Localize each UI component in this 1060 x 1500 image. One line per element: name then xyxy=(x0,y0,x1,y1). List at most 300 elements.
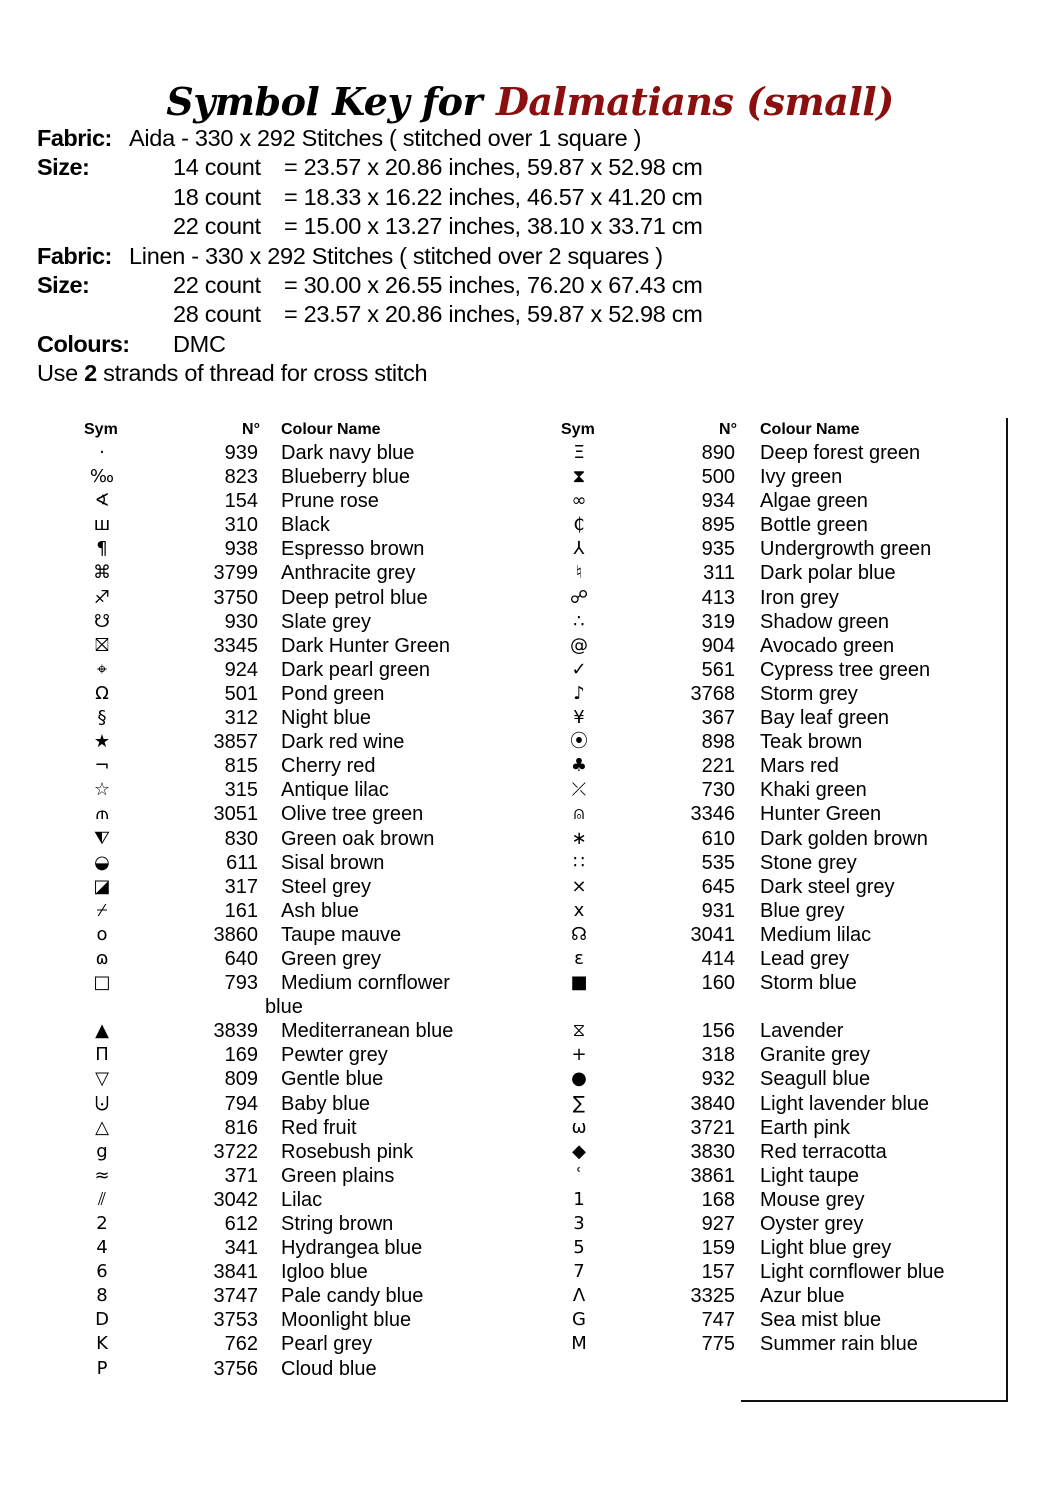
key-row xyxy=(547,851,977,875)
key-row xyxy=(70,513,490,537)
colour-name xyxy=(760,899,980,923)
dmc-number: 3857 xyxy=(213,731,258,754)
colour-name-text: Steel grey xyxy=(281,875,372,898)
aida-fabric-row xyxy=(37,124,642,153)
size-count: 14 count xyxy=(173,154,261,181)
colour-name xyxy=(281,1332,471,1356)
letter-g-cap-icon: G xyxy=(572,1309,586,1331)
fabric-label: Fabric: xyxy=(37,125,112,151)
key-row xyxy=(547,1236,977,1260)
dmc-number: 221 xyxy=(701,755,735,778)
dmc-number: 315 xyxy=(224,779,258,802)
colours-value: DMC xyxy=(173,330,226,357)
colour-name-text: Red terracotta xyxy=(760,1140,887,1163)
colour-name-text: Avocado green xyxy=(760,634,895,657)
key-row xyxy=(70,1043,490,1067)
colour-name xyxy=(281,489,471,513)
key-row xyxy=(547,899,977,923)
dmc-number: 310 xyxy=(224,514,258,537)
colour-name-text: Sisal brown xyxy=(281,851,385,874)
strands-count: 2 xyxy=(84,360,97,387)
colour-name-text: Undergrowth green xyxy=(760,538,932,561)
letter-d-icon: D xyxy=(95,1309,109,1331)
key-row xyxy=(70,1116,490,1140)
symbol-key-left xyxy=(70,419,490,1381)
dmc-number: 3840 xyxy=(690,1092,735,1115)
key-row xyxy=(547,875,977,899)
key-row xyxy=(70,537,490,561)
colour-name-text: Dark Hunter Green xyxy=(281,634,450,657)
digit-4-icon: 4 xyxy=(96,1237,108,1259)
colour-name-text: Espresso brown xyxy=(281,538,425,561)
colour-name xyxy=(760,875,980,899)
colour-name-text: Dark golden brown xyxy=(760,827,928,850)
strands-pre: Use xyxy=(37,360,85,387)
key-row xyxy=(547,561,977,585)
colour-name xyxy=(281,1164,471,1188)
key-row xyxy=(70,1164,490,1188)
colour-name-continued: blue xyxy=(265,996,303,1019)
key-row xyxy=(547,682,977,706)
dmc-number: 640 xyxy=(224,947,258,970)
dmc-number: 413 xyxy=(701,586,735,609)
colour-name-text: Pewter grey xyxy=(281,1044,388,1067)
colour-name xyxy=(281,1188,471,1212)
colour-name xyxy=(760,778,980,802)
size-dimensions: = 18.33 x 16.22 inches, 46.57 x 41.20 cm xyxy=(284,183,703,210)
dmc-number: 3325 xyxy=(690,1285,735,1308)
dmc-number: 762 xyxy=(224,1333,258,1356)
colour-name xyxy=(281,875,471,899)
colour-name xyxy=(281,1116,471,1140)
black-diamond-icon: ◆ xyxy=(572,1140,586,1162)
header-colour-name: Colour Name xyxy=(760,421,860,438)
page-title xyxy=(0,78,1060,126)
colour-name xyxy=(281,1260,471,1284)
key-row xyxy=(70,1284,490,1308)
key-row xyxy=(70,778,490,802)
key-row xyxy=(547,706,977,730)
colour-name-text: Storm grey xyxy=(760,682,858,705)
key-row xyxy=(547,1260,977,1284)
dmc-number: 3051 xyxy=(213,803,258,826)
black-circle-icon: ● xyxy=(571,1068,587,1090)
dmc-number: 169 xyxy=(224,1044,258,1067)
up-triangle-icon: △ xyxy=(95,1116,109,1138)
key-row xyxy=(70,489,490,513)
dmc-number: 924 xyxy=(224,658,258,681)
colour-name-text: Mars red xyxy=(760,755,839,778)
key-row xyxy=(547,489,977,513)
digit-7-icon: 7 xyxy=(573,1261,585,1283)
pi-icon: Π xyxy=(95,1044,109,1066)
colour-name-text: Olive tree green xyxy=(281,803,424,826)
closed-omega-icon: ɷ xyxy=(95,947,109,969)
key-row xyxy=(547,1212,977,1236)
colour-name-text: Prune rose xyxy=(281,490,379,513)
size-dimensions: = 23.57 x 20.86 inches, 59.87 x 52.98 cm xyxy=(284,154,703,181)
colour-name xyxy=(281,730,471,754)
colour-name-text: Cypress tree green xyxy=(760,658,931,681)
eighth-note-icon: ♪ xyxy=(573,682,585,704)
spherical-angle-icon: ∢ xyxy=(94,490,110,512)
colour-name xyxy=(760,634,980,658)
dmc-number: 160 xyxy=(701,972,735,995)
colour-name xyxy=(760,1308,980,1332)
key-row xyxy=(70,465,490,489)
colour-name xyxy=(760,1188,980,1212)
colour-name xyxy=(281,513,471,537)
colour-name-text: Oyster grey xyxy=(760,1213,864,1235)
size-count: 22 count xyxy=(173,271,261,298)
colour-name xyxy=(760,1164,980,1188)
key-row xyxy=(70,1332,490,1356)
letter-k-icon: K xyxy=(96,1333,108,1355)
colour-name xyxy=(760,1116,980,1140)
colour-name-text: Antique lilac xyxy=(281,779,389,802)
dmc-number: 3768 xyxy=(690,682,735,705)
section-icon: § xyxy=(97,707,107,729)
dmc-number: 501 xyxy=(224,682,258,705)
colour-name-text: Algae green xyxy=(760,490,868,513)
colour-name-text: Summer rain blue xyxy=(760,1333,918,1356)
key-row xyxy=(70,1260,490,1284)
key-row xyxy=(70,1019,490,1043)
key-row xyxy=(547,754,977,778)
colour-name xyxy=(281,1212,471,1236)
colour-name xyxy=(760,1212,980,1236)
colour-name xyxy=(760,827,980,851)
white-square-icon: □ xyxy=(93,972,111,994)
colour-name xyxy=(281,441,471,465)
header-sym: Sym xyxy=(561,421,595,438)
key-row xyxy=(70,1212,490,1236)
colour-name xyxy=(281,1140,471,1164)
colour-name xyxy=(760,754,980,778)
header-colour-name: Colour Name xyxy=(281,421,381,438)
half-square-icon: ◪ xyxy=(93,875,111,897)
key-row xyxy=(70,1067,490,1091)
linen-size-row xyxy=(37,300,703,329)
hourglass-black-icon: ⧗ xyxy=(572,466,586,488)
colour-name xyxy=(760,730,980,754)
black-triangle-icon: ▲ xyxy=(95,1020,109,1042)
key-row xyxy=(70,1188,490,1212)
colour-name xyxy=(760,441,980,465)
key-header xyxy=(547,419,977,441)
dmc-number: 932 xyxy=(701,1068,735,1091)
key-row xyxy=(547,971,977,995)
colour-name-text: Granite grey xyxy=(760,1044,871,1067)
digit-6-icon: 6 xyxy=(96,1261,108,1283)
dmc-number: 3041 xyxy=(690,923,735,946)
dmc-number: 367 xyxy=(701,707,735,730)
key-row xyxy=(70,634,490,658)
colour-name xyxy=(760,1140,980,1164)
colour-name-text: Bay leaf green xyxy=(760,707,889,730)
dmc-number: 3722 xyxy=(213,1140,258,1163)
colours-label: Colours: xyxy=(37,330,130,357)
colour-name-text: Ivy green xyxy=(760,466,843,489)
key-row xyxy=(547,923,977,947)
dmc-number: 159 xyxy=(701,1237,735,1260)
hourglass-white-icon: ⧖ xyxy=(572,1020,586,1042)
dmc-number: 809 xyxy=(224,1068,258,1091)
colour-name xyxy=(760,923,980,947)
dmc-number: 3346 xyxy=(690,803,735,826)
omega-small-icon: ω xyxy=(571,1116,587,1138)
proportion-icon: ∷ xyxy=(573,851,585,873)
dmc-number: 938 xyxy=(224,538,258,561)
dmc-number: 3042 xyxy=(213,1188,258,1211)
colour-name-text: Shadow green xyxy=(760,610,889,633)
dmc-number: 154 xyxy=(224,490,258,513)
key-row xyxy=(547,586,977,610)
key-row xyxy=(70,561,490,585)
key-row xyxy=(547,1188,977,1212)
colour-name xyxy=(760,1332,980,1356)
dmc-number: 318 xyxy=(701,1044,735,1067)
colour-name xyxy=(760,947,980,971)
key-row xyxy=(70,1357,490,1381)
colour-name xyxy=(281,634,471,658)
colour-name xyxy=(760,851,980,875)
omega-icon: Ω xyxy=(95,682,109,704)
colour-name-text: Earth pink xyxy=(760,1116,851,1139)
yen-icon: ¥ xyxy=(573,707,585,729)
key-row xyxy=(70,899,490,923)
colour-name xyxy=(281,1357,471,1381)
element-of-icon: ⫙ xyxy=(95,803,109,825)
header-sym: Sym xyxy=(84,421,118,438)
colour-name xyxy=(281,1092,471,1116)
dmc-number: 3750 xyxy=(213,586,258,609)
dmc-number: 3830 xyxy=(690,1140,735,1163)
key-row xyxy=(70,875,490,899)
colour-name-text: Lavender xyxy=(760,1020,844,1043)
dmc-number: 898 xyxy=(701,731,735,754)
crosshair-icon: ⌖ xyxy=(96,658,108,680)
size-count: 22 count xyxy=(173,213,261,240)
colour-name-text: Pearl grey xyxy=(281,1333,373,1356)
dmc-number: 3345 xyxy=(213,634,258,657)
colour-name xyxy=(281,586,471,610)
colour-name-text: Baby blue xyxy=(281,1092,370,1115)
dmc-number: 793 xyxy=(224,972,258,995)
header-number: N° xyxy=(242,421,260,438)
dmc-number: 3799 xyxy=(213,562,258,585)
fabric-info xyxy=(37,124,703,389)
white-star-icon: ☆ xyxy=(93,779,111,801)
colour-name xyxy=(760,1092,980,1116)
colour-name xyxy=(760,465,980,489)
colour-name-text: Green oak brown xyxy=(281,827,435,850)
colour-name-text: Gentle blue xyxy=(281,1068,384,1091)
colour-name xyxy=(760,971,980,995)
colour-name xyxy=(281,706,471,730)
linen-size-row xyxy=(37,271,703,300)
digit-2-icon: 2 xyxy=(96,1213,108,1234)
key-row xyxy=(70,1236,490,1260)
key-row xyxy=(70,730,490,754)
dmc-number: 816 xyxy=(224,1116,258,1139)
colour-name-text: Dark navy blue xyxy=(281,442,415,464)
linen-fabric-text: Linen - 330 x 292 Stitches ( stitched over 2 squares ) xyxy=(129,242,663,269)
at-icon: @ xyxy=(570,634,588,656)
key-row xyxy=(70,971,490,1019)
letter-x-icon: x xyxy=(573,899,585,921)
key-row xyxy=(70,682,490,706)
dmc-number: 3861 xyxy=(690,1164,735,1187)
dmc-number: 3860 xyxy=(213,923,258,946)
colour-name-text: Lilac xyxy=(281,1188,323,1211)
crossed-arrows-icon: ⤫ xyxy=(571,779,587,801)
dmc-number: 775 xyxy=(701,1333,735,1356)
check-icon: ✓ xyxy=(571,658,587,680)
key-row xyxy=(70,1140,490,1164)
infinity-icon: ∞ xyxy=(571,490,587,512)
colour-name-text: Green plains xyxy=(281,1164,395,1187)
cup-dot-icon: ⨃ xyxy=(94,1092,110,1114)
half-circle-icon: ◒ xyxy=(94,851,110,873)
colour-name xyxy=(281,537,471,561)
colour-name xyxy=(281,802,471,826)
dmc-number: 939 xyxy=(224,442,258,464)
dmc-number: 730 xyxy=(701,779,735,802)
colour-name xyxy=(760,1067,980,1091)
key-row xyxy=(547,441,977,465)
colour-name-text: Mediterranean blue xyxy=(281,1020,454,1043)
boxed-star-icon: ⛝ xyxy=(95,634,109,656)
half-triangle-icon: ⧨ xyxy=(93,827,111,849)
key-row xyxy=(70,706,490,730)
colour-name-text: Light taupe xyxy=(760,1164,859,1187)
symbol-key-right xyxy=(547,419,977,1357)
colour-name-text: Cloud blue xyxy=(281,1357,377,1380)
dmc-number: 312 xyxy=(224,707,258,730)
dmc-number: 3839 xyxy=(213,1020,258,1043)
key-row xyxy=(70,923,490,947)
dmc-number: 747 xyxy=(701,1309,735,1332)
colour-name-text: Taupe mauve xyxy=(281,923,402,946)
key-row xyxy=(547,465,977,489)
opposition-icon: ☍ xyxy=(569,586,589,608)
letter-p-icon: P xyxy=(96,1357,108,1379)
size-dimensions: = 30.00 x 26.55 inches, 76.20 x 67.43 cm xyxy=(284,271,703,298)
epsilon-icon: ε xyxy=(574,947,584,969)
linen-fabric-row xyxy=(37,242,663,271)
dmc-number: 161 xyxy=(224,899,258,922)
key-row xyxy=(547,1332,977,1356)
slashed-dot-icon: ⌿ xyxy=(96,899,108,921)
colour-name-text: Rosebush pink xyxy=(281,1140,414,1163)
colour-name xyxy=(760,489,980,513)
descending-node-icon: ☋ xyxy=(94,610,110,632)
pattern-name: Dalmatians (small) xyxy=(495,79,894,124)
xi-icon: Ξ xyxy=(573,442,585,463)
double-slash-icon: ⫽ xyxy=(97,1188,107,1210)
colour-name xyxy=(760,706,980,730)
key-row xyxy=(547,1067,977,1091)
key-row xyxy=(70,586,490,610)
aida-size-row xyxy=(37,212,703,241)
key-row xyxy=(547,1116,977,1140)
dmc-number: 927 xyxy=(701,1213,735,1235)
table-border-right xyxy=(1006,418,1008,1402)
colour-name-text: Dark steel grey xyxy=(760,875,895,898)
colour-name-text: Azur blue xyxy=(760,1285,845,1308)
colour-name-text: Blueberry blue xyxy=(281,466,410,489)
colour-name xyxy=(281,1236,471,1260)
dmc-number: 3753 xyxy=(213,1309,258,1332)
dmc-number: 823 xyxy=(224,466,258,489)
sagittarius-icon: ♐ xyxy=(93,586,111,608)
letter-m-icon: M xyxy=(571,1333,587,1355)
pilcrow-icon: ¶ xyxy=(96,538,108,560)
sha-icon: ш xyxy=(93,514,111,536)
black-star-icon: ★ xyxy=(93,731,111,753)
colour-name xyxy=(760,802,980,826)
size-label: Size: xyxy=(37,154,90,181)
header-number: N° xyxy=(719,421,737,438)
tripod-icon: ⅄ xyxy=(573,538,585,560)
black-square-icon: ■ xyxy=(570,972,588,994)
corner-icon: ¬ xyxy=(94,755,110,777)
colour-name-text: Iron grey xyxy=(760,586,839,609)
key-row xyxy=(547,658,977,682)
key-row xyxy=(547,1164,977,1188)
key-row xyxy=(547,1284,977,1308)
circled-spade-icon: ⦿ xyxy=(570,731,588,753)
key-header xyxy=(70,419,490,441)
colour-name xyxy=(281,947,471,971)
fabric-label: Fabric: xyxy=(37,242,112,269)
down-triangle-icon: ▽ xyxy=(95,1068,109,1090)
therefore-icon: ∴ xyxy=(573,610,585,632)
colour-name xyxy=(760,658,980,682)
key-row xyxy=(547,1043,977,1067)
dotted-cross-icon: ⨯ xyxy=(571,875,587,897)
colour-name-text: Pond green xyxy=(281,682,385,705)
hook-icon: ʿ xyxy=(576,1164,582,1186)
club-icon: ♣ xyxy=(570,755,588,777)
digit-8-icon: 8 xyxy=(96,1285,108,1307)
colour-name xyxy=(281,610,471,634)
plus-icon: + xyxy=(571,1044,587,1066)
dmc-number: 3721 xyxy=(690,1116,735,1139)
command-icon: ⌘ xyxy=(93,562,111,584)
aida-size-row xyxy=(37,153,703,182)
key-row xyxy=(70,851,490,875)
dmc-number: 930 xyxy=(224,610,258,633)
colour-name-text: Blue grey xyxy=(760,899,845,922)
key-row xyxy=(547,947,977,971)
colour-name-text: Dark red wine xyxy=(281,731,405,754)
dmc-number: 645 xyxy=(701,875,735,898)
dmc-number: 3756 xyxy=(213,1357,258,1380)
strands-note xyxy=(37,359,427,388)
dmc-number: 935 xyxy=(701,538,735,561)
colour-name xyxy=(281,682,471,706)
key-row xyxy=(70,1308,490,1332)
key-row xyxy=(547,1140,977,1164)
colour-name xyxy=(281,778,471,802)
colour-name-text: Green grey xyxy=(281,947,382,970)
colour-name-text: Black xyxy=(281,514,330,537)
key-row xyxy=(547,827,977,851)
size-dimensions: = 15.00 x 13.27 inches, 38.10 x 33.71 cm xyxy=(284,213,703,240)
asterisk-icon: ∗ xyxy=(571,827,587,849)
